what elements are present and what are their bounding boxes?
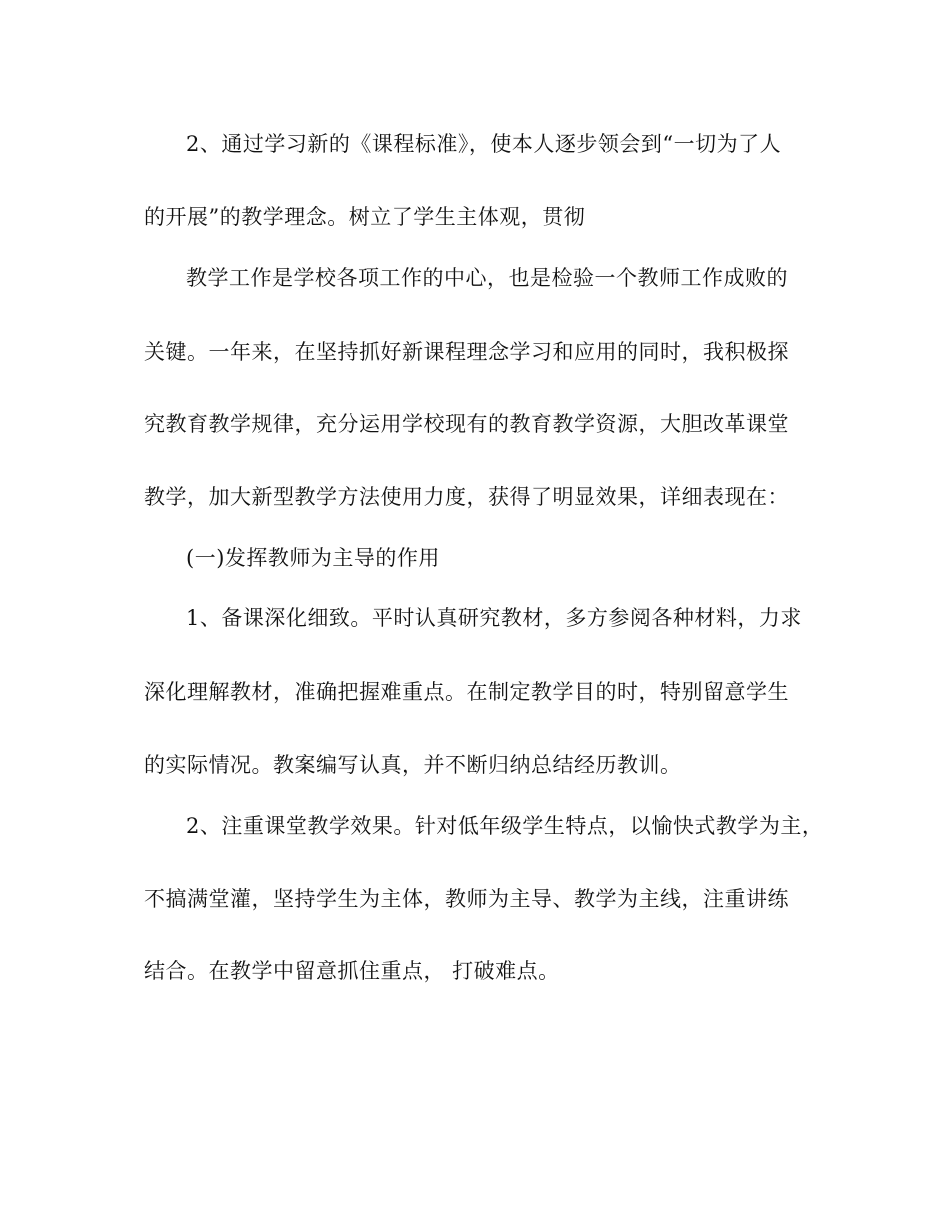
paragraph-line: 教学工作是学校各项工作的中心，也是检验一个教师工作成败的 — [186, 266, 788, 290]
paragraph-line: 深化理解教材，准确把握难重点。在制定教学目的时，特别留意学生 — [144, 680, 789, 704]
section-heading: (一)发挥教师为主导的作用 — [186, 546, 440, 570]
paragraph-line: 教学，加大新型教学方法使用力度，获得了明显效果，详细表现在： — [144, 485, 789, 509]
paragraph-line: 究教育教学规律，充分运用学校现有的教育教学资源，大胆改革课堂 — [144, 412, 789, 436]
paragraph-line: 2、注重课堂教学效果。针对低年级学生特点，以愉快式教学为主， — [186, 814, 824, 838]
paragraph-line: 结合。在教学中留意抓住重点， 打破难点。 — [144, 959, 560, 983]
paragraph-line: 关键。一年来，在坚持抓好新课程理念学习和应用的同时，我积极探 — [144, 340, 789, 364]
paragraph-line: 2、通过学习新的《课程标准》，使本人逐步领会到“一切为了人 — [186, 132, 782, 156]
paragraph-line: 的开展”的教学理念。树立了学生主体观，贯彻 — [144, 205, 586, 229]
paragraph-line: 1、备课深化细致。平时认真研究教材，多方参阅各种材料，力求 — [186, 606, 802, 630]
paragraph-line: 的实际情况。教案编写认真，并不断归纳总结经历教训。 — [144, 753, 682, 777]
paragraph-line: 不搞满堂灌，坚持学生为主体，教师为主导、教学为主线，注重讲练 — [144, 887, 789, 911]
